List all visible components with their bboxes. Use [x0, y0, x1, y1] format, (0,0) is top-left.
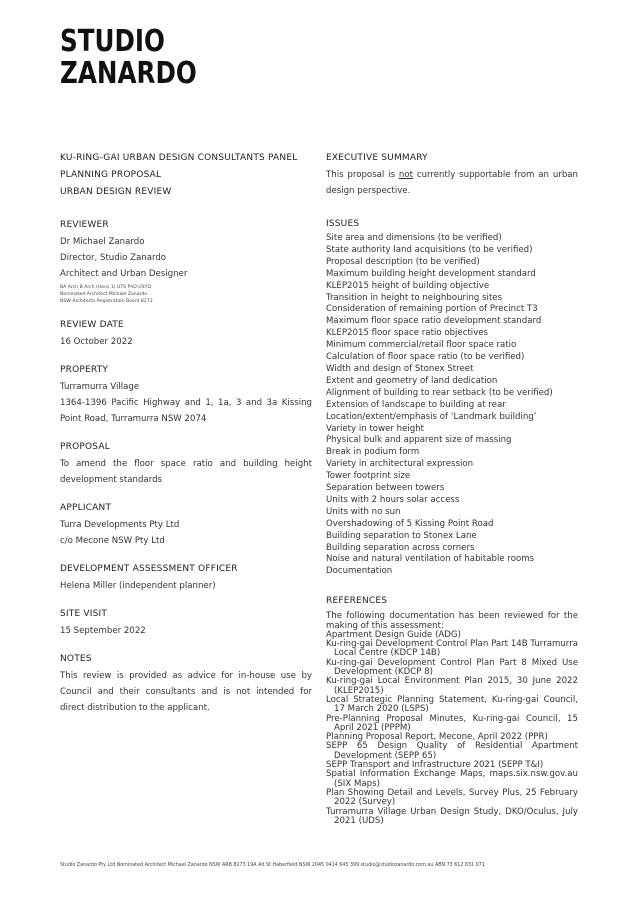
dao-value: Helena Miller (independent planner)	[60, 581, 216, 591]
proposal-text: To amend the floor space ratio and building height development standards	[60, 459, 312, 485]
right-column	[326, 150, 578, 826]
exec-text-pre: This proposal is	[326, 170, 399, 180]
reference-item: Local Strategic Planning Statement, Ku-ring-gai Council, 17 March 2020 (LSPS)	[326, 694, 578, 715]
executive-summary-text	[326, 167, 578, 199]
reference-item: SEPP 65 Design Quality of Residential Apartment Development (SEPP 65)	[326, 741, 578, 761]
proposal-heading: PROPOSAL	[60, 442, 110, 452]
reviewer-nomination: Nominated Architect Michael Zanardo	[60, 292, 148, 297]
issue-item: Separation between towers	[326, 483, 445, 494]
doc-title-2: PLANNING PROPOSAL	[60, 170, 162, 180]
issue-item: Minimum commercial/retail floor space ratio	[326, 340, 517, 351]
issue-item: Transition in height to neighbouring sites	[326, 292, 503, 303]
exec-text-underlined: not	[398, 170, 413, 180]
reference-item: Ku-ring-gai Development Control Plan Part 8 Mixed Use Development (KDCP 8)	[326, 657, 578, 678]
review-date-value: 16 October 2022	[60, 337, 133, 347]
property-heading: PROPERTY	[60, 365, 109, 375]
issue-item: Units with 2 hours solar access	[326, 494, 460, 505]
reviewer-role: Director, Studio Zanardo	[60, 253, 167, 263]
references-items	[326, 631, 578, 826]
issue-item: Noise and natural ventilation of habitable rooms	[326, 554, 535, 565]
site-visit-heading: SITE VISIT	[60, 609, 108, 619]
reviewer-title: Architect and Urban Designer	[60, 269, 188, 279]
issue-item: Building separation across corners	[326, 542, 475, 553]
logo-line-2: ZANARDO	[60, 56, 197, 91]
reference-item: Ku-ring-gai Development Control Plan Part 14B Turramurra Local Centre (KDCP 14B)	[326, 639, 578, 659]
issue-item: Units with no sun	[326, 506, 401, 517]
issue-item: Maximum building height development standard	[326, 268, 536, 279]
dao-heading: DEVELOPMENT ASSESSMENT OFFICER	[60, 564, 238, 574]
applicant-heading: APPLICANT	[60, 503, 112, 513]
logo-line-1: STUDIO	[60, 24, 165, 59]
applicant-agent: c/o Mecone NSW Pty Ltd	[60, 536, 165, 546]
issue-item: Overshadowing of 5 Kissing Point Road	[326, 518, 494, 529]
reviewer-heading: REVIEWER	[60, 220, 109, 230]
issue-item: Variety in tower height	[326, 423, 425, 434]
doc-title-3: URBAN DESIGN REVIEW	[60, 187, 172, 197]
reference-item: Apartment Design Guide (ADG)	[326, 629, 461, 640]
issue-item: Extension of landscape to building at rear	[326, 399, 506, 410]
issue-item: Consideration of remaining portion of Precinct T3	[326, 304, 538, 315]
studio-zanardo-logo	[60, 26, 197, 90]
issue-item: Documentation	[326, 566, 393, 577]
references-heading: REFERENCES	[326, 596, 388, 607]
issue-item: Building separation to Stonex Lane	[326, 530, 477, 541]
reviewer-qualifications: BA Arch B Arch (Hons 1) UTS PhD USYD	[60, 285, 151, 290]
left-column	[60, 150, 312, 716]
issue-item: Width and design of Stonex Street	[326, 363, 474, 374]
issue-item: KLEP2015 height of building objective	[326, 280, 490, 291]
references-list	[326, 612, 578, 826]
applicant-name: Turra Developments Pty Ltd	[60, 520, 180, 530]
issue-item: Proposal description (to be verified)	[326, 256, 480, 267]
reference-item: Planning Proposal Report, Mecone, April 2022 (PPR)	[326, 732, 548, 743]
issue-item: Alignment of building to rear setback (to be verified)	[326, 387, 553, 398]
issues-list	[326, 233, 578, 578]
reference-item: Plan Showing Detail and Levels, Survey Plus, 25 February 2022 (Survey)	[326, 787, 578, 808]
issue-item: Tower footprint size	[326, 471, 411, 482]
notes-heading: NOTES	[60, 654, 92, 664]
issue-item: KLEP2015 floor space ratio objectives	[326, 328, 489, 339]
property-address: 1364-1396 Pacific Highway and 1, 1a, 3 and 3a Kissing Point Road, Turramurra NSW 2074	[60, 398, 312, 424]
reference-item: Pre-Planning Proposal Minutes, Ku-ring-gai Council, 15 April 2021 (PPPM)	[326, 713, 578, 733]
issue-item: Calculation of floor space ratio (to be verified)	[326, 352, 525, 363]
reference-item: Spatial Information Exchange Maps, maps.six.nsw.gov.au (SIX Maps)	[326, 769, 578, 789]
notes-text: This review is provided as advice for in-house use by Council and their consultants and is not intended for direct distribution to the applicant.	[60, 671, 312, 713]
issues-heading: ISSUES	[326, 219, 360, 229]
issue-item: Location/extent/emphasis of ‘Landmark building’	[326, 411, 537, 422]
reference-item: Turramurra Village Urban Design Study, DKO/Oculus, July 2021 (UDS)	[326, 806, 578, 826]
issue-item: Variety in architectural expression	[326, 459, 474, 470]
reference-item: SEPP Transport and Infrastructure 2021 (SEPP T&I)	[326, 760, 544, 771]
property-name: Turramurra Village	[60, 382, 140, 392]
references-intro: The following documentation has been reviewed for the making of this assessment:	[326, 611, 578, 631]
exec-text-post: currently supportable from an urban design perspective.	[326, 170, 578, 196]
issue-item: Maximum floor space ratio development standard	[326, 316, 542, 327]
reviewer-registration: NSW Architects Registration Board 8273	[60, 299, 153, 304]
issue-item: Extent and geometry of land dedication	[326, 375, 498, 386]
issue-item: State authority land acquisitions (to be verified)	[326, 244, 533, 255]
issue-item: Site area and dimensions (to be verified)	[326, 233, 502, 243]
review-date-heading: REVIEW DATE	[60, 320, 124, 330]
doc-title-1: KU-RING-GAI URBAN DESIGN CONSULTANTS PANEL	[60, 153, 298, 163]
executive-summary-heading: EXECUTIVE SUMMARY	[326, 153, 428, 163]
site-visit-value: 15 September 2022	[60, 626, 146, 636]
reference-item: Ku-ring-gai Local Environment Plan 2015, 30 June 2022 (KLEP2015)	[326, 676, 578, 696]
footer: Studio Zanardo Pty Ltd Nominated Architect Michael Zanardo NSW ARB 8273 19A Alt St Haberfield NSW 2045 0414 645 399 studio@studiozanardo.com.au ABN 73 612 831 071	[60, 863, 485, 868]
issue-item: Physical bulk and apparent size of massing	[326, 435, 512, 446]
issue-item: Break in podium form	[326, 447, 420, 458]
reviewer-name: Dr Michael Zanardo	[60, 237, 145, 247]
